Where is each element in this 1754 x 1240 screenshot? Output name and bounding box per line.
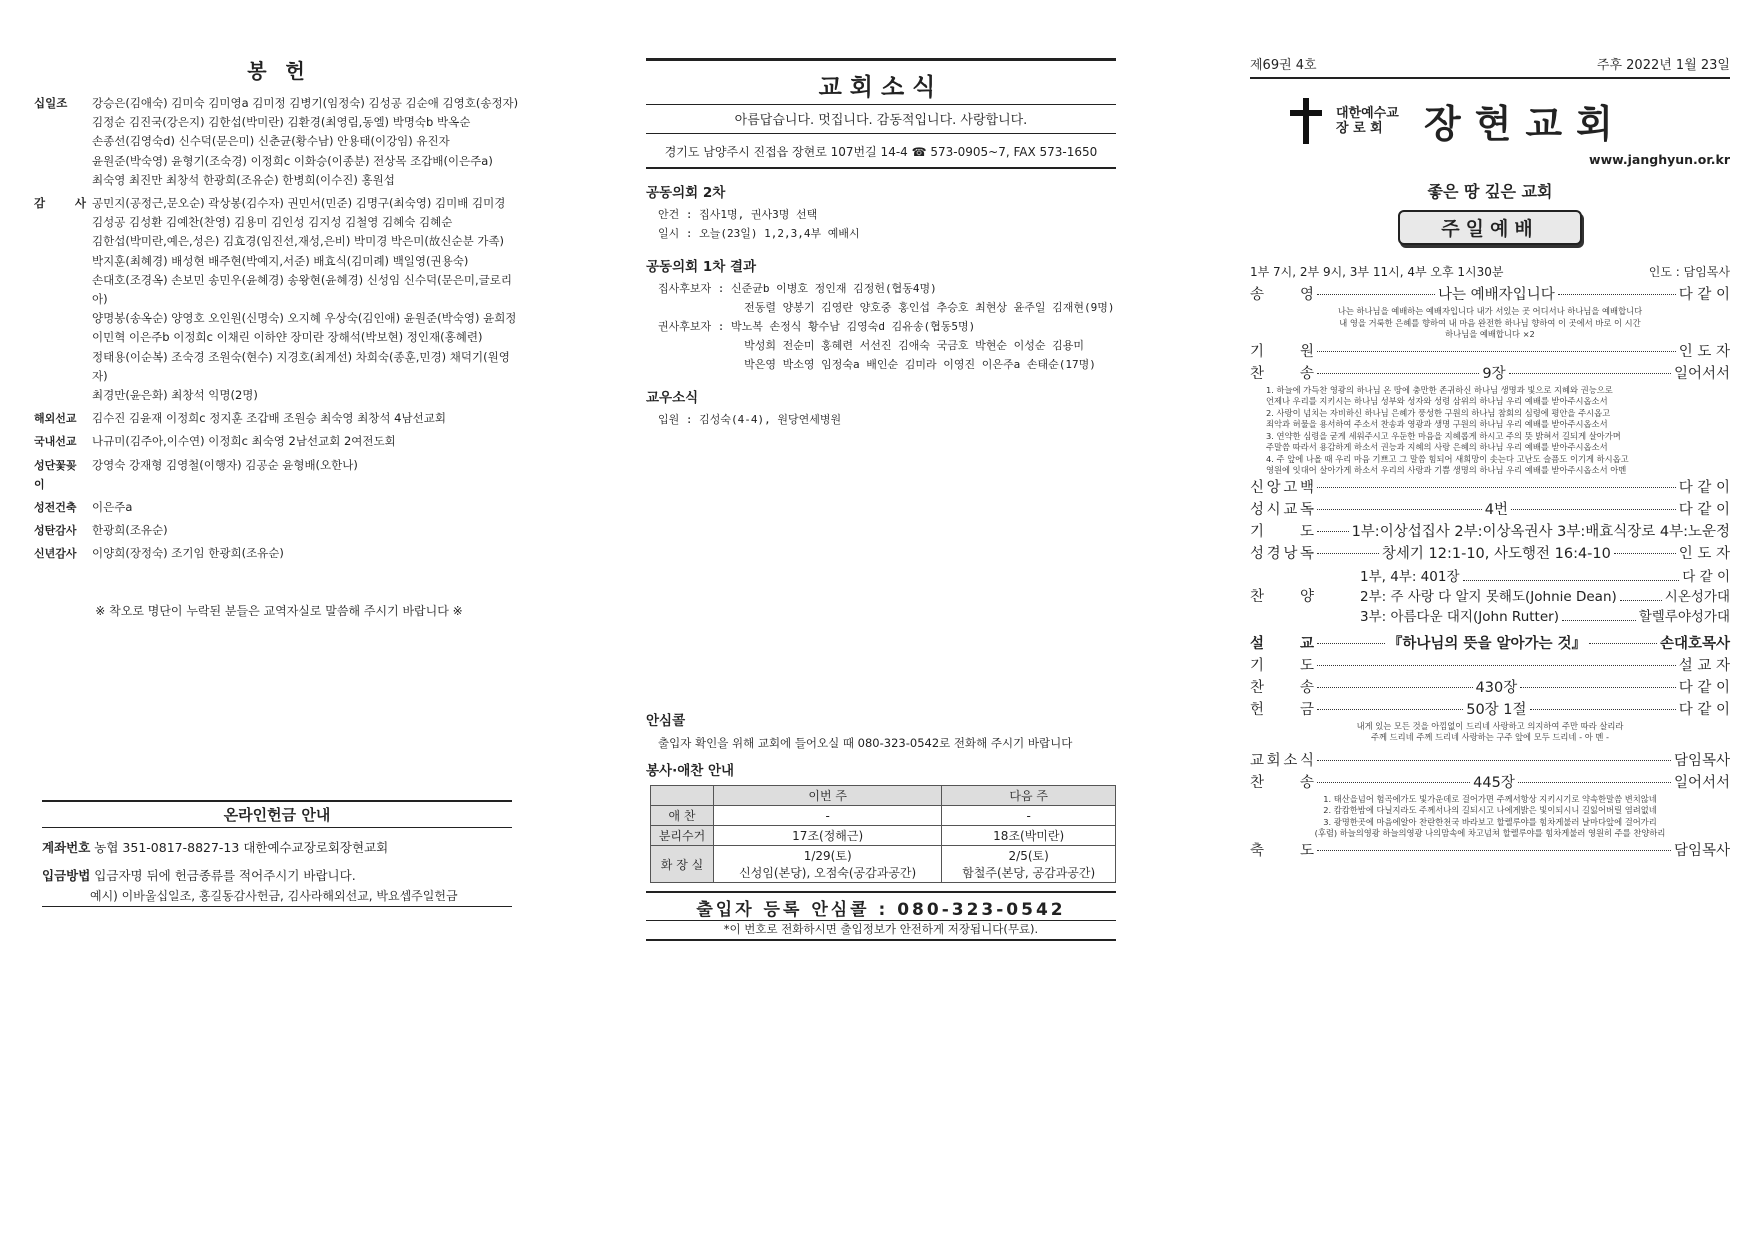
worship-item-name (1250, 655, 1314, 677)
donor-line: 최숙영 최진만 최창석 한광희(조유순) 한병희(이수진) 홍원섭 (92, 172, 395, 187)
worship-item-name (1250, 840, 1314, 862)
name-char: 고 (1283, 479, 1298, 496)
name-char: 찬 (1250, 588, 1265, 605)
worship-item (1250, 655, 1730, 677)
worship-item-performer: 인 도 자 (1678, 343, 1730, 360)
donor-line: 김수진 김윤재 이정희c 정지훈 조갑배 조원승 최숙영 최창석 4남선교회 (92, 411, 446, 426)
service-table (650, 785, 1116, 883)
slogan: 좋은 땅 깊은 교회 (1427, 182, 1553, 201)
choir-piece: 2부: 주 사랑 다 알지 못해도(Johnie Dean) (1360, 588, 1617, 605)
section-heading: 공동의회 1차 결과 (646, 259, 757, 275)
name-char: 소 (1283, 752, 1298, 769)
leader-dots (1463, 561, 1680, 581)
next-week-cell (942, 846, 1116, 883)
name-char: 기 (1250, 657, 1265, 674)
worship-item-detail: 50장 1절 (1466, 701, 1527, 718)
donation-label: 감 사 (34, 196, 86, 211)
leader-dots (1530, 709, 1676, 710)
donation-names (86, 194, 524, 405)
donor-line: 정태용(이순복) 조숙경 조원숙(현수) 지경호(최계선) 차희숙(종훈,민경) 채덕기(원영자) (92, 349, 510, 383)
worship-item (1250, 521, 1730, 543)
leader-dots (1317, 351, 1676, 352)
donor-line: 이은주a (92, 500, 133, 515)
text-line: 3. 광명한곳에 마음에알아 찬란한천국 바라보고 할렐루야를 힘차게불러 날마다앞에 걸어가리 (1323, 816, 1657, 827)
text-line: (후렴) 하늘의영광 하늘의영광 나의맘속에 차고넘쳐 할렐루야를 힘차게불러 영원히 주를 찬양하리 (1314, 828, 1666, 838)
leader-dots (1317, 643, 1385, 644)
worship-item-detail: 9장 (1482, 365, 1506, 382)
name-char: 교 (1283, 501, 1298, 518)
donor-line: 최경만(윤은화) 최창석 익명(2명) (92, 388, 258, 403)
church-name: 장현교회 (1424, 101, 1627, 146)
name-char: 성 (1250, 501, 1265, 518)
worship-title: 주일예배 (1398, 210, 1582, 245)
worship-item-name (1250, 633, 1314, 655)
choir-performer: 다 같 이 (1682, 568, 1730, 585)
worship-item (1250, 363, 1730, 385)
worship-item (1250, 677, 1730, 699)
donation-list (34, 94, 524, 564)
leader-dots (1558, 294, 1676, 295)
leader-dots (1317, 487, 1676, 488)
leader-dots (1620, 581, 1662, 601)
table-row (651, 806, 1116, 826)
worship-item-name (1250, 499, 1314, 521)
leader-dots (1562, 601, 1636, 621)
name-char: 독 (1299, 501, 1314, 518)
method-label: 입금방법 (42, 868, 91, 883)
donor-line: 강승은(김애숙) 김미숙 김미영a 김미정 김병기(임정숙) 김성공 김순애 김영호(송정자) (92, 96, 519, 110)
denomination-line-2: 장 로 회 (1336, 120, 1383, 136)
this-week-date: 1/29(토) (803, 849, 852, 863)
ansim-call-section (646, 697, 1116, 941)
service-header-this: 이번 주 (714, 786, 942, 806)
section-line: 집사후보자 : 신준균b 이병호 정인재 김정헌(협동4명) (658, 282, 937, 295)
next-week-cell: 18조(박미란) (942, 826, 1116, 846)
choir-performer: 할렐루야성가대 (1638, 608, 1730, 625)
donation-names (86, 521, 524, 540)
leader-dots (1317, 709, 1463, 710)
text-line: 2. 사랑이 넘치는 자비하신 하나님 은혜가 풍성한 구원의 하나님 참회의 심령에 평안을 주시옵고 (1266, 407, 1611, 418)
section-line: 전동렬 양봉기 김영란 양호중 홍인섭 추승호 최현상 윤주일 김재현(9명) (658, 301, 1115, 314)
worship-item-performer: 인 도 자 (1678, 545, 1731, 562)
name-char: 성 (1250, 545, 1265, 562)
name-char: 송 (1299, 679, 1314, 696)
ansim-text: 출입자 확인을 위해 교회에 들어오실 때 080-323-0542로 전화해 주시기 바랍니다 (658, 736, 1073, 750)
omission-notice: ※ 착오로 명단이 누락된 분들은 교역자실로 말씀해 주시기 바랍니다 ※ (95, 603, 463, 618)
leader-dots (1317, 553, 1379, 554)
donation-group (34, 498, 524, 517)
donor-line: 한광희(조유순) (92, 523, 168, 538)
name-char: 독 (1299, 545, 1314, 562)
worship-item-name (1250, 284, 1314, 306)
choir-line (1360, 565, 1730, 585)
donation-group (34, 521, 524, 540)
leader-dots (1520, 687, 1676, 688)
name-char: 도 (1299, 657, 1314, 674)
service-times-row (1250, 263, 1730, 280)
worship-item (1250, 284, 1730, 306)
order-of-worship (1250, 284, 1730, 862)
choir-line (1360, 605, 1730, 625)
name-char: 헌 (1250, 701, 1265, 718)
section-line: 박은영 박소영 임정숙a 배인순 김미라 이영진 이은주a 손태순(17명) (658, 358, 1096, 371)
donor-line: 이민혁 이은주b 이정희c 이채린 이하얀 장미란 장해석(박보현) 정인재(홍혜련) (92, 330, 483, 345)
news-column (646, 0, 1116, 936)
name-char: 설 (1250, 635, 1265, 652)
offering-title: 봉 헌 (247, 59, 311, 83)
worship-item-detail: 430장 (1475, 679, 1518, 696)
leader-dots (1614, 553, 1676, 554)
next-week-date: 2/5(토) (1008, 849, 1049, 863)
issue-row (1250, 54, 1730, 79)
donor-line: 김한섭(박미란,예은,성은) 김효경(임진선,재성,은비) 박미경 박은미(故신순분 가족) (92, 234, 505, 249)
name-char: 찬 (1250, 365, 1265, 382)
this-week-people: 신성임(본당), 오점숙(공감과공간) (739, 866, 917, 880)
leader-dots (1317, 665, 1676, 666)
donor-line: 공민지(공정근,문오순) 곽상봉(김수자) 권민서(민준) 김명구(최숙영) 김미배 김미경 (92, 196, 506, 211)
worship-item-name (1250, 543, 1314, 565)
text-line: 죄악과 허물을 용서하여 주소서 찬송과 영광과 생명 구원의 하나님 우리 예배를 받아주시옵소서 (1266, 419, 1608, 429)
worship-item (1250, 699, 1730, 721)
phone-note: *이 번호로 전화하시면 출입정보가 안전하게 저장됩니다(무료). (646, 921, 1116, 941)
donation-group (34, 409, 524, 428)
name-char: 원 (1299, 343, 1314, 360)
next-week-cell: - (942, 806, 1116, 826)
section-line: 입원 : 김성숙(4-4), 원당연세병원 (658, 413, 842, 426)
worship-item (1250, 840, 1730, 862)
donor-line: 강영숙 강재형 김영철(이행자) 김공순 윤형배(오한나) (92, 457, 358, 472)
worship-item-name (1250, 699, 1314, 721)
name-char: 기 (1250, 523, 1265, 540)
text-line: 2. 캄캄한밤에 다닐지라도 주께서나의 길되시고 나에게밝은 빛이되시니 길잃어버릴 염려없네 (1323, 805, 1657, 815)
denomination-line-1: 대한예수교 (1336, 105, 1399, 121)
issue-date: 주후 2022년 1월 23일 (1596, 58, 1730, 73)
leader-dots (1317, 531, 1349, 532)
worship-item (1250, 750, 1730, 772)
worship-item-performer: 손대호목사 (1659, 635, 1730, 652)
donation-names (86, 498, 524, 517)
leader-dots (1317, 760, 1671, 761)
donation-label: 해외선교 (34, 412, 77, 426)
text-line: 영원에 잇대어 살아가게 하소서 우리의 사랑과 기쁨 생명의 하나님 우리 예배를 받아주시옵소서 아멘 (1266, 465, 1627, 475)
donor-line: 김정순 김진국(강은지) 김한섭(박미란) 김환경(최영림,동엘) 박명숙b 박옥순 (92, 115, 471, 130)
offering-column (34, 0, 524, 903)
donation-group (34, 544, 524, 563)
online-offering-box (42, 800, 512, 907)
news-subtitle: 아름답습니다. 멋집니다. 감동적입니다. 사랑합니다. (646, 105, 1116, 134)
worship-item-name (1250, 477, 1314, 499)
donor-line: 이양희(장정숙) 조기임 한광희(조유순) (92, 546, 284, 561)
name-char: 도 (1299, 842, 1314, 859)
worship-item-detail: 나는 예배자입니다 (1438, 287, 1555, 303)
section-body (646, 205, 1116, 243)
text-line: 언제나 우리를 지키시는 하나님 성부와 성자와 성령 삼위의 하나님 우리 예배를 받아주시옵소서 (1266, 396, 1608, 406)
method-example: 예시) 이바울십일조, 홍길동감사헌금, 김사라해외선교, 박요셉주일헌금 (42, 887, 512, 907)
name-char: 경 (1266, 545, 1281, 562)
this-week-cell: 17조(정해근) (714, 826, 942, 846)
worship-item-detail: 창세기 12:1-10, 사도행전 16:4-10 (1381, 545, 1611, 562)
donor-line: 윤원준(박숙영) 윤형기(조숙경) 이정희c 이화승(이종분) 전상목 조갑배(이은주a) (92, 153, 493, 168)
donor-line: 양명봉(송옥순) 양영호 오인원(신명숙) 오지혜 우상숙(김인애) 윤원준(박숙영) 윤희정 (92, 311, 517, 326)
worship-item-performer: 일어서서 (1673, 365, 1731, 382)
name-char: 시 (1266, 501, 1281, 518)
worship-item-performer: 다 같 이 (1678, 501, 1731, 518)
donation-names (86, 409, 524, 428)
church-address: 경기도 남양주시 진접읍 장현로 107번길 14-4 ☎ 573-0905~7, FAX 573-1650 (646, 134, 1116, 169)
name-char: 낭 (1283, 545, 1298, 562)
choir-piece: 3부: 아름다운 대지(John Rutter) (1360, 608, 1559, 625)
choir-block (1250, 565, 1730, 627)
row-label: 화 장 실 (651, 846, 714, 883)
service-header-next: 다음 주 (942, 786, 1116, 806)
worship-item-name (1250, 772, 1314, 794)
news-title: 교회소식 (646, 58, 1116, 105)
leader-dots (1518, 782, 1671, 783)
leader-dots (1317, 294, 1435, 295)
volume-number: 제69권 4호 (1250, 58, 1317, 73)
name-char: 기 (1250, 343, 1265, 360)
news-sections (646, 181, 1116, 429)
name-char: 백 (1299, 479, 1314, 496)
table-row (651, 846, 1116, 883)
worship-item-performer: 담임목사 (1673, 842, 1730, 859)
leader-dots (1317, 509, 1482, 510)
leader-dots (1511, 509, 1676, 510)
name-char: 찬 (1250, 679, 1265, 696)
donor-line: 손대호(조경옥) 손보민 송민우(윤혜경) 송왕현(윤혜경) 신성임 신수덕(문은미,글로리아) (92, 272, 512, 307)
text-line: 4. 주 앞에 나올 때 우리 마음 기쁘고 그 말씀 힘되어 새희망이 솟는다 고난도 슬픔도 이기게 하시옵고 (1266, 453, 1629, 464)
worship-item (1250, 499, 1730, 521)
section-heading: 공동의회 2차 (646, 185, 726, 201)
worship-item-performer: 다 같 이 (1678, 479, 1730, 496)
text-line: 주말씀 따라서 용감하게 하소서 권능과 지혜의 사랑 은혜의 하나님 우리 예배를 받아주시옵소서 (1266, 442, 1608, 452)
next-week-people: 함철주(본당, 공감과공간) (962, 866, 1096, 880)
name-char: 양 (1299, 588, 1314, 605)
donation-names (86, 544, 524, 563)
worship-item-performer: 일어서서 (1673, 774, 1730, 791)
text-line: 1. 하늘에 가득찬 영광의 하나님 온 땅에 충만한 존귀하신 하나님 생명과 빛으로 지혜와 권능으로 (1266, 384, 1613, 395)
worship-item-name (1250, 363, 1314, 385)
name-char: 송 (1299, 365, 1314, 382)
table-row (651, 826, 1116, 846)
donation-label: 성탄감사 (34, 524, 77, 538)
donor-line: 나규미(김주아,이수연) 이정희c 최숙영 2남선교회 2여전도회 (92, 434, 396, 449)
donation-group (34, 432, 524, 451)
donation-label: 신년감사 (34, 547, 77, 561)
donor-line: 김성공 김성환 김예찬(찬영) 김용미 김인성 김지성 김철영 김혜숙 김혜순 (92, 215, 453, 230)
donor-line: 손종선(김영숙d) 신수덕(문은미) 신춘균(황수남) 안용태(이강임) 유진자 (92, 134, 450, 149)
worship-item (1250, 341, 1730, 363)
service-heading: 봉사·애찬 안내 (646, 763, 735, 779)
name-char: 도 (1299, 523, 1314, 540)
donation-names (86, 432, 524, 451)
section-body (646, 410, 1116, 429)
section-line: 박성희 전순미 홍혜련 서선진 김애숙 국금호 박현순 이성순 김용미 (658, 339, 1084, 352)
method-text: 입금자명 뒤에 헌금종류를 적어주시기 바랍니다. (94, 868, 356, 883)
name-char: 영 (1299, 287, 1314, 303)
leader-dots (1317, 850, 1671, 851)
donation-group (34, 456, 524, 494)
choir-line (1360, 585, 1730, 605)
worship-item-name (1250, 750, 1314, 772)
worship-item (1250, 477, 1730, 499)
name-char: 송 (1299, 774, 1314, 791)
account-line (42, 838, 512, 856)
row-label: 분리수거 (651, 826, 714, 846)
leader-dots (1317, 782, 1470, 783)
text-line: 1. 태산을넘어 험곡에가도 빛가운데로 걸어가면 주께서항상 지키시기로 약속한말씀 변치않네 (1323, 793, 1657, 804)
church-header (1286, 93, 1730, 148)
church-url[interactable]: www.janghyun.or.kr (1589, 152, 1730, 167)
choir-piece: 1부, 4부: 401장 (1360, 568, 1460, 585)
worship-item-performer: 설 교 자 (1678, 657, 1730, 674)
choir-performer: 시온성가대 (1664, 588, 1730, 605)
worship-item (1250, 772, 1730, 794)
name-char: 교 (1299, 635, 1314, 652)
worship-item-detail: 『하나님의 뜻을 알아가는 것』 (1387, 635, 1587, 652)
method-line (42, 866, 512, 884)
section-line: 일시 : 오늘(23일) 1,2,3,4부 예배시 (658, 227, 860, 240)
donation-group (34, 194, 524, 405)
section-body (646, 279, 1116, 374)
leader: 인도 : 담임목사 (1648, 265, 1730, 279)
name-char: 앙 (1266, 479, 1281, 496)
donor-line: 박지훈(최혜경) 배성현 배주현(박예지,서준) 배효식(김미례) 백일영(권용숙) (92, 253, 469, 268)
leader-dots (1509, 373, 1671, 374)
section-line: 안건 : 집사1명, 권사3명 선택 (658, 208, 818, 221)
bulletin-column (1250, 0, 1730, 862)
worship-item-performer: 다 같 이 (1678, 701, 1730, 718)
denomination (1336, 106, 1416, 136)
text-line: 3. 연약한 심령을 굳게 세워주시고 우둔한 마음을 지혜롭게 하시고 주의 뜻 밝혀서 길되게 살아가며 (1266, 430, 1621, 441)
name-char: 축 (1250, 842, 1265, 859)
worship-item-detail: 1부:이상섭집사 2부:이상옥권사 3부:배효식장로 4부:노운정 (1351, 523, 1730, 540)
leader-dots (1317, 687, 1473, 688)
donation-label: 성전건축 (34, 501, 77, 515)
choir-label (1250, 585, 1314, 606)
worship-item-name (1250, 341, 1314, 363)
name-char: 찬 (1250, 774, 1265, 791)
worship-item-performer: 다 같 이 (1678, 287, 1731, 303)
text-line: 내 영을 거룩한 은혜를 향하여 내 마음 완전한 하나님 향하여 이 곳에서 바로 이 시간 (1339, 317, 1641, 328)
worship-item-detail: 4번 (1484, 501, 1508, 518)
name-char: 신 (1250, 479, 1265, 496)
name-char: 교 (1250, 752, 1265, 769)
leader-dots (1317, 373, 1479, 374)
name-char: 금 (1299, 701, 1314, 718)
leader-dots (1589, 643, 1657, 644)
text-line: 나는 하나님을 예배하는 예배자입니다 내가 서있는 곳 어디서나 하나님을 예배합니다 (1337, 306, 1643, 316)
worship-item-name (1250, 677, 1314, 699)
text-line: 주께 드리네 주께 드리네 사랑하는 구주 앞에 모두 드리네 - 아 멘 - (1370, 732, 1609, 742)
donation-label: 성단꽃꽂이 (34, 458, 77, 491)
donation-label: 십일조 (34, 96, 68, 110)
section-line: 권사후보자 : 박노복 손정식 황수남 김영숙d 김유송(협동5명) (658, 320, 976, 333)
phone-bar: 출입자 등록 안심콜 : 080-323-0542 (646, 891, 1116, 921)
name-char: 회 (1266, 752, 1281, 769)
online-offering-title: 온라인헌금 안내 (42, 800, 512, 828)
worship-item-performer: 다 같 이 (1678, 679, 1730, 696)
account-label: 계좌번호 (42, 840, 91, 855)
service-times: 1부 7시, 2부 9시, 3부 11시, 4부 오후 1시30분 (1250, 265, 1504, 279)
donation-label: 국내선교 (34, 435, 77, 449)
this-week-cell (714, 846, 942, 883)
donation-names (86, 94, 524, 190)
account-number: 농협 351-0817-8827-13 대한예수교장로회장현교회 (94, 840, 389, 855)
donation-group (34, 94, 524, 190)
row-label: 애 찬 (651, 806, 714, 826)
worship-item (1250, 633, 1730, 655)
name-char: 송 (1250, 287, 1265, 303)
worship-item-detail: 445장 (1473, 774, 1515, 791)
this-week-cell: - (714, 806, 942, 826)
text-line: 내게 있는 모든 것을 아낌없이 드리네 사랑하고 의지하여 주만 따라 살리라 (1356, 720, 1624, 731)
cross-icon (1286, 98, 1326, 144)
ansim-heading: 안심콜 (646, 713, 686, 729)
service-header-blank (651, 786, 714, 806)
worship-item-performer: 담임목사 (1673, 752, 1730, 769)
donation-names (86, 456, 524, 494)
worship-item-name (1250, 521, 1314, 543)
section-heading: 교우소식 (646, 390, 699, 406)
text-line: 하나님을 예배합니다 ×2 (1445, 329, 1535, 339)
name-char: 식 (1299, 752, 1314, 769)
